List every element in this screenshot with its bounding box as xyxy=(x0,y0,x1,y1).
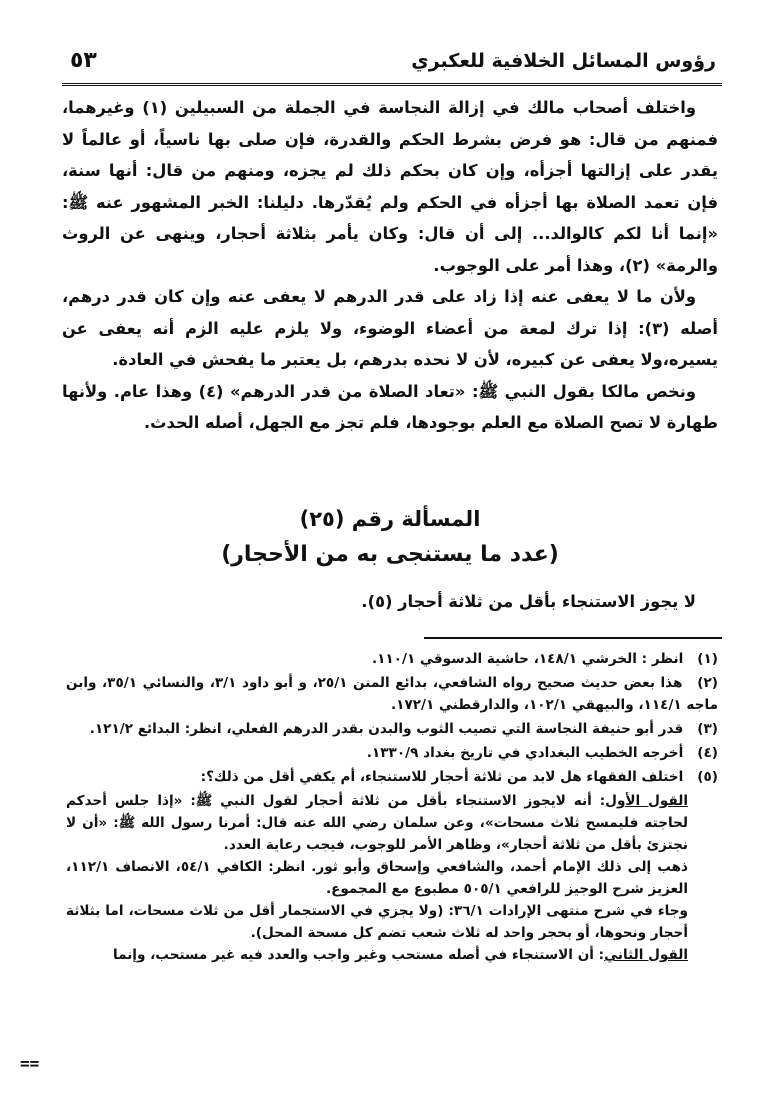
footnote-number: (٥) xyxy=(697,769,718,785)
footnote-text: هذا بعض حديث صحيح رواه الشافعي، بدائع المنن ٢٥/١، و أبو داود ٣/١، والنسائي ٣٥/١، وابن ماجه ١١٤/١، والبيهقي ١٠٢/١، والدارقطني ١٧٢/١. xyxy=(66,675,718,713)
footnote-number: (٢) xyxy=(697,675,718,691)
footnote-5 xyxy=(66,766,718,788)
footnote-5-sources: ذهب إلى ذلك الإمام أحمد، والشافعي وإسحاق وأبو ثور. انظر: الكافي ٥٤/١، الانصاف ١١٢/١، العزيز شرح الوجيز للرافعي ٥٠٥/١ مطبوع مع المجموع. xyxy=(66,859,688,897)
chapter-subtitle: (عدد ما يستنجى به من الأحجار) xyxy=(221,542,559,567)
footnote-5-second-opinion xyxy=(66,944,718,966)
running-header xyxy=(62,46,722,86)
footnote-text: أخرجه الخطيب البغدادي في تاريخ بغداد ١٣٣٠/٩. xyxy=(366,745,684,761)
main-text xyxy=(62,92,718,439)
footnote-2 xyxy=(66,672,718,716)
footnote-5-quote: وجاء في شرح منتهى الإرادات ٣٦/١: (ولا يجزي في الاستجمار أقل من ثلاث مسحات، اما بثلاثة أحجار ونحوها، أو بحجر واحد له ثلاث شعب تضم كل مسحة المحل). xyxy=(66,903,689,941)
paragraph-4: لا يجوز الاستنجاء بأقل من ثلاثة أحجار (٥). xyxy=(361,592,696,611)
chapter-text xyxy=(62,586,718,618)
opinion-label: القول الأول xyxy=(605,793,689,809)
footnote-text: اختلف الفقهاء هل لابد من ثلاثة أحجار للاستنجاء، أم يكفي أقل من ذلك؟: xyxy=(200,769,684,785)
opinion-label: القول الثاني xyxy=(604,947,688,963)
footnote-4 xyxy=(66,742,718,764)
footnote-5-first-opinion xyxy=(66,790,718,856)
footnote-separator xyxy=(424,637,722,639)
footnote-text: انظر : الخرشي ١٤٨/١، حاشية الدسوقي ١١٠/١. xyxy=(371,651,684,667)
running-title: رؤوس المسائل الخلافية للعكبري xyxy=(411,50,716,72)
footnote-text: قدر أبو حنيفة النجاسة التي تصيب الثوب والبدن بقدر الدرهم الفعلي، انظر: البدائع ١٢١/٢. xyxy=(89,721,684,737)
paragraph-3: ونخص مالكا بقول النبي ﷺ: «تعاد الصلاة من قدر الدرهم» (٤) وهذا عام. ولأنها طهارة لا تصح الصلاة مع العلم بوجودها، فلم تجز مع الجهل، أصله الحدث. xyxy=(62,381,718,432)
footnote-3 xyxy=(66,718,718,740)
footnotes xyxy=(66,648,718,966)
footnote-number: (١) xyxy=(697,651,718,667)
footnote-1 xyxy=(66,648,718,670)
chapter-title: المسألة رقم (٢٥) xyxy=(299,507,481,531)
chapter-heading xyxy=(62,502,718,574)
continuation-mark: == xyxy=(20,1054,40,1073)
footnote-number: (٤) xyxy=(697,745,718,761)
page-number: ٥٣ xyxy=(70,48,97,73)
header-rule xyxy=(62,83,722,86)
paragraph-1: واختلف أصحاب مالك في إزالة النجاسة في الجملة من السبيلين (١) وغيرهما، فمنهم من قال: هو فرض بشرط الحكم والقدرة، فإن صلى بها ناسياً، أو عالماً لا يقدر على إزالتها أجزأه، وإن كان بحكم ذلك لم يجزه، ومنهم من قال: أنها سنة، فإن تعمد الصلاة بها أجزأه في الحكم ولم يُقدّرها. دليلنا: الخبر المشهور عنه ﷺ: «إنما أنا لكم كالوالد... إلى أن قال: وكان يأمر بثلاثة أحجار، وينهى عن الروث والرمة» (٢)، وهذا أمر على الوجوب. xyxy=(62,98,718,275)
opinion-text: : أنه لايجوز الاستنجاء بأقل من ثلاثة أحجار لقول النبي ﷺ: «إذا جلس أحدكم لحاجته فليمسح ثلاث مسحات»، وعن سلمان رضي الله عنه قال: أمرنا رسول الله ﷺ: «أن لا نجتزئ بأقل من ثلاثة أحجار»، وظاهر الأمر للوجوب، فيجب رعاية العدد. xyxy=(66,793,688,853)
paragraph-2: ولأن ما لا يعفى عنه إذا زاد على قدر الدرهم لا يعفى عنه وإن كان قدر درهم، أصله (٣): إذا ترك لمعة من أعضاء الوضوء، ولا يلزم عليه الزم أنه يعفى عن يسيره،ولا يعفى عن كبيره، لأن لا نحده بدرهم، بل يعتبر ما يفحش في العادة. xyxy=(62,287,718,369)
footnote-number: (٣) xyxy=(697,721,718,737)
opinion-text: : أن الاستنجاء في أصله مستحب وغير واجب والعدد فيه غير مستحب، وإنما xyxy=(112,947,605,963)
